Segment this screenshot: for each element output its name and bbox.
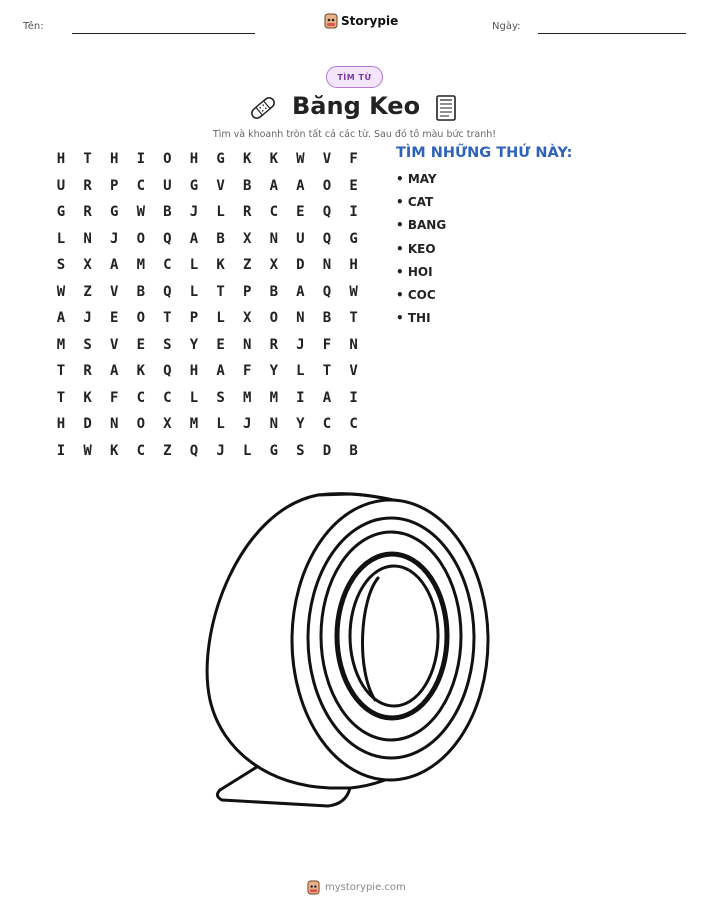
grid-letter[interactable]: Q [163, 363, 172, 379]
grid-letter[interactable]: I [56, 442, 66, 459]
grid-letter[interactable]: N [269, 416, 279, 432]
grid-letter[interactable]: A [269, 177, 279, 194]
grid-letter[interactable]: B [322, 310, 332, 326]
grid-letter[interactable]: W [136, 204, 146, 220]
grid-letter[interactable]: G [216, 151, 225, 167]
grid-letter[interactable]: I [349, 389, 358, 406]
instructions: Tìm và khoanh tròn tất cả các từ. Sau đó tô màu bức tranh! [212, 129, 497, 140]
grid-letter[interactable]: H [56, 416, 66, 432]
grid-letter[interactable]: C [163, 389, 172, 406]
word-item: • MAY [396, 172, 437, 186]
grid-letter[interactable]: F [242, 363, 252, 379]
grid-letter[interactable]: R [269, 336, 279, 353]
grid-letter[interactable]: C [322, 416, 332, 432]
grid-letter[interactable]: O [136, 416, 146, 432]
grid-letter[interactable]: Y [269, 363, 279, 379]
grid-letter[interactable]: H [189, 151, 199, 167]
grid-letter[interactable]: A [216, 363, 225, 379]
grid-letter[interactable]: B [163, 204, 172, 220]
grid-letter[interactable]: J [189, 204, 199, 220]
grid-letter[interactable]: A [56, 310, 66, 326]
grid-letter[interactable]: J [83, 310, 92, 326]
grid-letter[interactable]: J [216, 442, 225, 459]
grid-letter[interactable]: M [56, 336, 66, 353]
grid-letter[interactable]: T [349, 310, 358, 326]
grid-letter[interactable]: A [109, 257, 119, 273]
word-list [396, 172, 446, 334]
word-item: • COC [396, 287, 436, 302]
grid-letter[interactable]: O [136, 310, 146, 326]
grid-letter[interactable]: K [109, 442, 119, 459]
grid-letter[interactable]: F [322, 336, 332, 353]
grid-letter[interactable]: K [83, 389, 92, 406]
grid-letter[interactable]: E [109, 310, 119, 326]
grid-letter[interactable]: T [56, 363, 66, 379]
grid-letter[interactable]: G [269, 442, 279, 459]
grid-letter[interactable]: G [56, 204, 66, 220]
grid-letter[interactable]: Q [189, 442, 199, 459]
grid-letter[interactable]: L [189, 283, 199, 300]
grid-letter[interactable]: V [322, 151, 332, 167]
grid-letter[interactable]: D [83, 416, 92, 432]
grid-letter[interactable]: N [242, 336, 252, 353]
grid-letter[interactable]: X [269, 257, 279, 273]
name-line[interactable] [72, 33, 255, 34]
grid-letter[interactable]: S [83, 336, 92, 353]
grid-letter[interactable]: D [296, 257, 305, 273]
grid-letter[interactable]: H [109, 151, 119, 167]
grid-letter[interactable]: A [322, 389, 332, 406]
tape-roll-drawing[interactable] [200, 490, 490, 815]
grid-letter[interactable]: C [136, 442, 146, 459]
grid-letter[interactable]: B [349, 442, 358, 459]
grid-letter[interactable]: W [56, 283, 66, 300]
footer-link[interactable]: mystorypie.com [325, 882, 406, 893]
brand-name: Storypie [341, 14, 399, 28]
page-title: Băng Keo [292, 92, 421, 120]
grid-letter[interactable]: Z [242, 257, 252, 273]
grid-letter[interactable]: T [83, 151, 92, 167]
grid-letter[interactable]: S [163, 336, 172, 353]
grid-letter[interactable]: A [109, 363, 119, 379]
grid-letter[interactable]: L [189, 389, 199, 406]
grid-letter[interactable]: M [269, 389, 279, 406]
grid-letter[interactable]: V [109, 283, 119, 300]
grid-letter[interactable]: Y [189, 336, 199, 353]
grid-letter[interactable]: L [56, 230, 66, 247]
grid-letter[interactable]: B [216, 230, 225, 247]
grid-letter[interactable]: U [56, 177, 66, 194]
grid-letter[interactable]: Q [322, 283, 332, 300]
grid-letter[interactable]: H [56, 151, 66, 167]
storypie-mascot-icon [324, 13, 338, 29]
grid-letter[interactable]: J [109, 230, 119, 247]
grid-letter[interactable]: L [216, 416, 225, 432]
grid-letter[interactable]: K [269, 151, 279, 167]
date-line[interactable] [538, 33, 686, 34]
grid-letter[interactable]: W [349, 283, 358, 300]
grid-letter[interactable]: R [83, 363, 92, 379]
storypie-mascot-icon [307, 880, 320, 895]
grid-letter[interactable]: T [163, 310, 172, 326]
grid-letter[interactable]: C [349, 416, 358, 432]
grid-letter[interactable]: H [189, 363, 199, 379]
grid-letter[interactable]: A [296, 283, 305, 300]
grid-letter[interactable]: L [216, 310, 225, 326]
grid-letter[interactable]: I [296, 389, 305, 406]
word-list-title: TÌM NHỮNG THỨ NÀY: [396, 145, 573, 161]
title-row [245, 90, 465, 128]
grid-letter[interactable]: V [349, 363, 358, 379]
grid-letter[interactable]: C [269, 204, 279, 220]
grid-letter[interactable]: V [216, 177, 225, 194]
word-item: • CAT [396, 195, 434, 210]
grid-letter[interactable]: K [136, 363, 146, 379]
name-label: Tên: [23, 21, 44, 32]
grid-letter[interactable]: S [296, 442, 305, 459]
grid-letter[interactable]: M [136, 257, 146, 273]
word-item: • HOI [396, 264, 433, 279]
grid-letter[interactable]: Q [322, 230, 332, 247]
grid-letter[interactable]: P [242, 283, 252, 300]
grid-letter[interactable]: I [136, 151, 146, 167]
category-badge: TÌM TỪ [326, 66, 383, 88]
word-item: • KEO [396, 241, 436, 256]
grid-letter[interactable]: M [242, 389, 252, 406]
grid-letter[interactable]: U [296, 230, 305, 247]
grid-letter[interactable]: M [189, 416, 199, 432]
grid-letter[interactable]: I [349, 204, 358, 220]
grid-letter[interactable]: N [269, 230, 279, 247]
grid-letter[interactable]: A [296, 177, 305, 194]
grid-letter[interactable]: T [56, 389, 66, 406]
word-item: • THI [396, 311, 431, 326]
grid-letter[interactable]: X [163, 416, 172, 432]
grid-letter[interactable]: G [189, 177, 199, 194]
grid-letter[interactable]: V [109, 336, 119, 353]
grid-letter[interactable]: U [163, 177, 172, 194]
grid-letter[interactable]: N [109, 416, 119, 432]
grid-letter[interactable]: W [296, 151, 305, 167]
grid-letter[interactable]: N [349, 336, 358, 353]
grid-letter[interactable]: R [242, 204, 252, 220]
grid-letter[interactable]: K [216, 257, 225, 273]
grid-letter[interactable]: N [296, 310, 305, 326]
grid-letter[interactable]: N [322, 257, 332, 273]
grid-letter[interactable]: H [349, 257, 358, 273]
grid-letter[interactable]: T [216, 283, 225, 300]
grid-letter[interactable]: D [322, 442, 332, 459]
grid-letter[interactable]: P [189, 310, 199, 326]
grid-letter[interactable]: L [242, 442, 252, 459]
grid-letter[interactable]: Z [163, 442, 172, 459]
grid-letter[interactable]: B [269, 283, 279, 300]
grid-letter[interactable]: R [83, 177, 92, 194]
grid-letter[interactable]: C [136, 389, 146, 406]
grid-letter[interactable]: J [242, 416, 252, 432]
grid-letter[interactable]: L [189, 257, 199, 273]
grid-letter[interactable]: C [136, 177, 146, 194]
grid-letter[interactable]: F [349, 151, 358, 167]
grid-letter[interactable]: Q [322, 204, 332, 220]
grid-letter[interactable]: B [136, 283, 146, 300]
grid-letter[interactable]: N [83, 230, 92, 247]
grid-letter[interactable]: G [349, 230, 358, 247]
grid-letter[interactable]: X [242, 310, 252, 326]
grid-letter[interactable]: E [296, 204, 305, 220]
grid-letter[interactable]: E [349, 177, 358, 194]
grid-letter[interactable]: T [322, 363, 332, 379]
footer [307, 880, 406, 895]
grid-letter[interactable]: Q [163, 230, 172, 247]
grid-letter[interactable]: P [109, 177, 119, 194]
grid-letter[interactable]: E [136, 336, 146, 353]
grid-letter[interactable]: K [242, 151, 252, 167]
notepad-icon [435, 94, 457, 122]
grid-letter[interactable]: B [242, 177, 252, 194]
grid-letter[interactable]: O [163, 151, 172, 167]
grid-letter[interactable]: O [322, 177, 332, 194]
grid-letter[interactable]: G [109, 204, 119, 220]
grid-letter[interactable]: L [216, 204, 225, 220]
grid-letter[interactable]: F [109, 389, 119, 406]
grid-letter[interactable]: Z [83, 283, 92, 300]
grid-letter[interactable]: J [296, 336, 305, 353]
grid-letter[interactable]: E [216, 336, 225, 353]
grid-letter[interactable]: S [216, 389, 225, 406]
grid-letter[interactable]: S [56, 257, 66, 273]
grid-letter[interactable]: Y [296, 416, 305, 432]
grid-letter[interactable]: Q [163, 283, 172, 300]
grid-letter[interactable]: C [163, 257, 172, 273]
grid-letter[interactable]: A [189, 230, 199, 247]
grid-letter[interactable]: L [296, 363, 305, 379]
grid-letter[interactable]: W [83, 442, 92, 459]
grid-letter[interactable]: X [242, 230, 252, 247]
date-label: Ngày: [492, 21, 521, 32]
grid-letter[interactable]: X [83, 257, 92, 273]
brand-logo [324, 13, 398, 29]
bandage-icon [248, 94, 278, 122]
grid-letter[interactable]: O [136, 230, 146, 247]
grid-letter[interactable]: O [269, 310, 279, 326]
grid-letter[interactable]: R [83, 204, 92, 220]
word-item: • BANG [396, 218, 447, 233]
